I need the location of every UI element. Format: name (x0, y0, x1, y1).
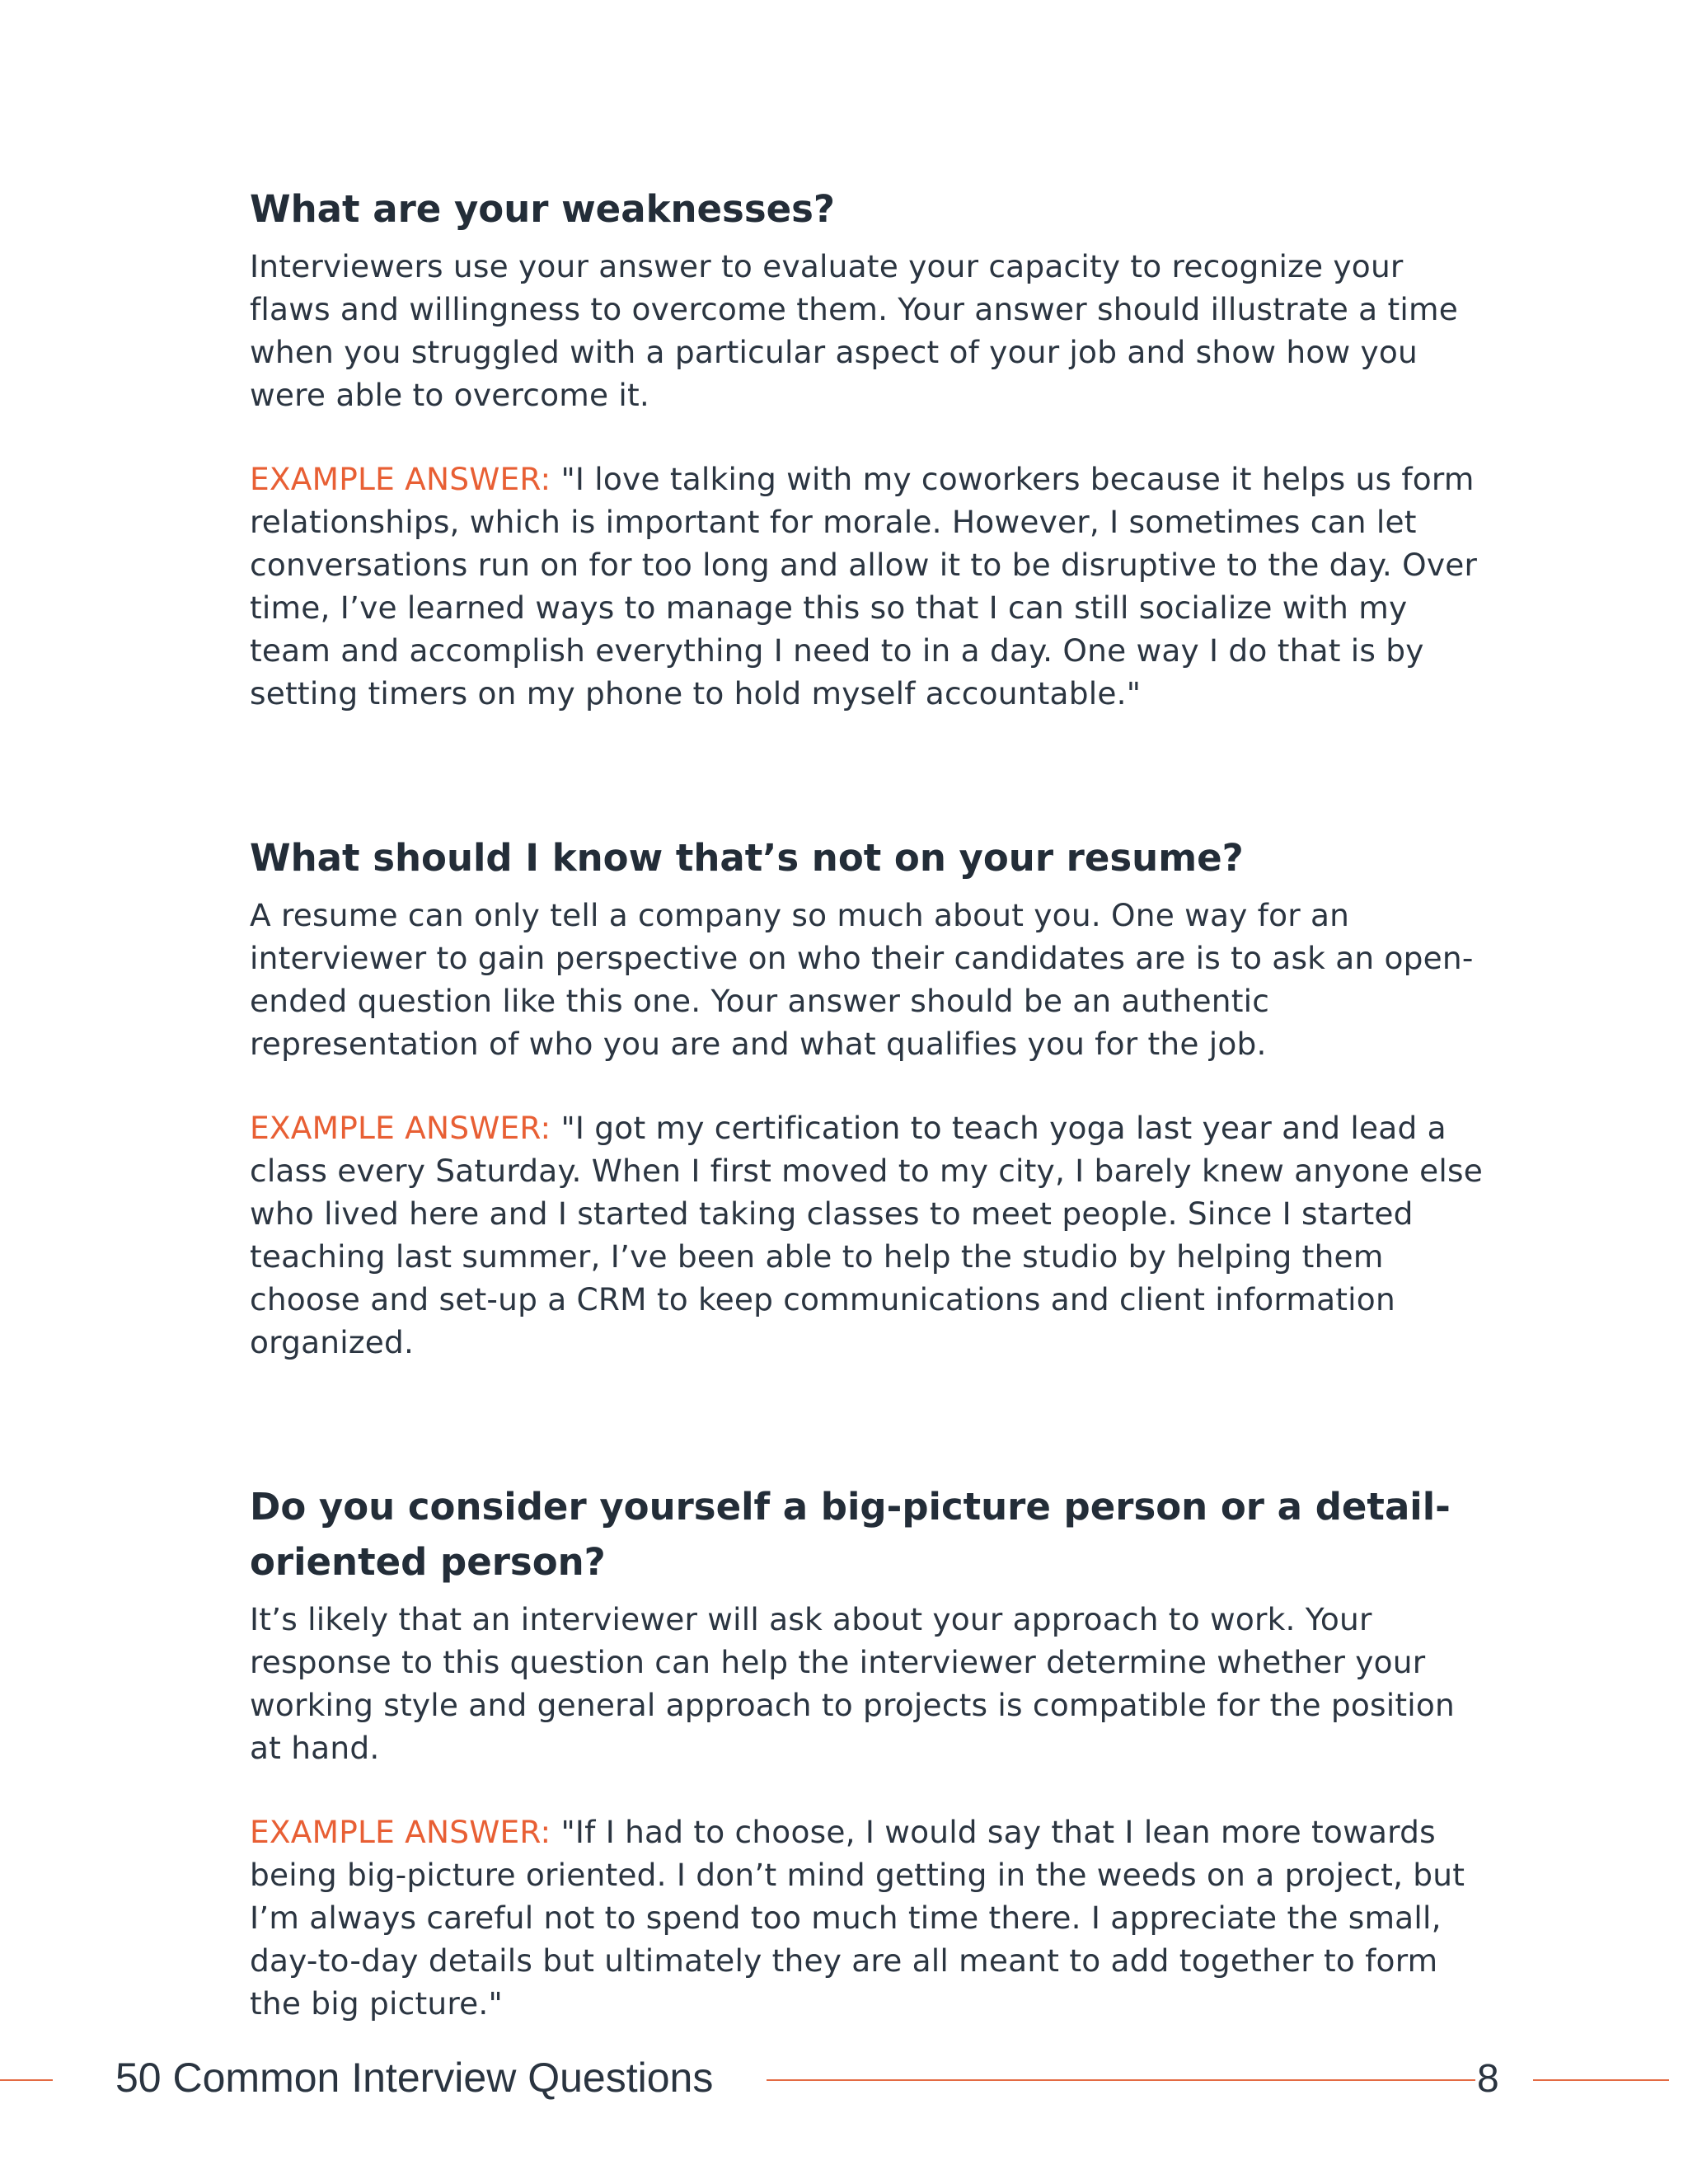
example-answer (250, 1811, 1486, 2025)
page-number: 8 (1477, 2057, 1499, 2101)
example-answer-text: "I love talking with my coworkers because it helps us form relationships, which is important for morale. However, I sometimes can let conversations run on for too long and allow it to be disruptive to the day. Over time, I’ve learned ways to manage this so that I can still socialize with my team and accomplish everything I need to in a day. One way I do that is by setting timers on my phone to hold myself accountable." (250, 461, 1478, 712)
footer-rule-left (0, 2079, 53, 2081)
example-answer-text: "If I had to choose, I would say that I lean more towards being big-picture oriented. I don’t mind getting in the weeds on a project, but I’m always careful not to spend too much time there. I appreciate the small, day-to-day details but ultimately they are all meant to add together to form the big picture." (250, 1814, 1465, 2022)
question-description: It’s likely that an interviewer will ask about your approach to work. Your response to this question can help the interviewer determine whether your working style and general approach to projects is compatible for the position at hand. (250, 1601, 1455, 1766)
example-answer (250, 1106, 1486, 1364)
example-answer-text: "I got my certification to teach yoga last year and lead a class every Saturday. When I first moved to my city, I barely knew anyone else who lived here and I started taking classes to meet people. Since I started teaching last summer, I’ve been able to help the studio by helping them choose and set-up a CRM to keep communications and client information organized. (250, 1110, 1484, 1360)
example-answer (250, 458, 1486, 715)
example-answer-label: EXAMPLE ANSWER: (250, 1814, 551, 1850)
question-description: Interviewers use your answer to evaluate your capacity to recognize your flaws and willingness to overcome them. Your answer should illustrate a time when you struggled with a particular aspect of your job and show how you were able to overcome it. (250, 248, 1458, 413)
example-answer-label: EXAMPLE ANSWER: (250, 1110, 551, 1146)
footer-title: 50 Common Interview Questions (115, 2055, 714, 2101)
example-answer-label: EXAMPLE ANSWER: (250, 461, 551, 497)
question-section-weaknesses (250, 181, 1486, 715)
question-heading: Do you consider yourself a big-picture person or a detail-oriented person? (250, 1485, 1451, 1584)
footer-rule-middle (767, 2079, 1475, 2081)
question-heading: What are your weaknesses? (250, 187, 836, 231)
question-section-not-on-resume (250, 830, 1486, 1364)
question-section-big-picture (250, 1479, 1486, 2025)
footer-rule-right (1533, 2079, 1669, 2081)
page-footer (0, 2053, 1688, 2102)
question-description: A resume can only tell a company so much about you. One way for an interviewer to gain perspective on who their candidates are is to ask an open-ended question like this one. Your answer should be an authentic representation of who you are and what qualifies you for the job. (250, 897, 1474, 1062)
question-heading: What should I know that’s not on your resume? (250, 836, 1244, 880)
document-content (250, 181, 1486, 2025)
